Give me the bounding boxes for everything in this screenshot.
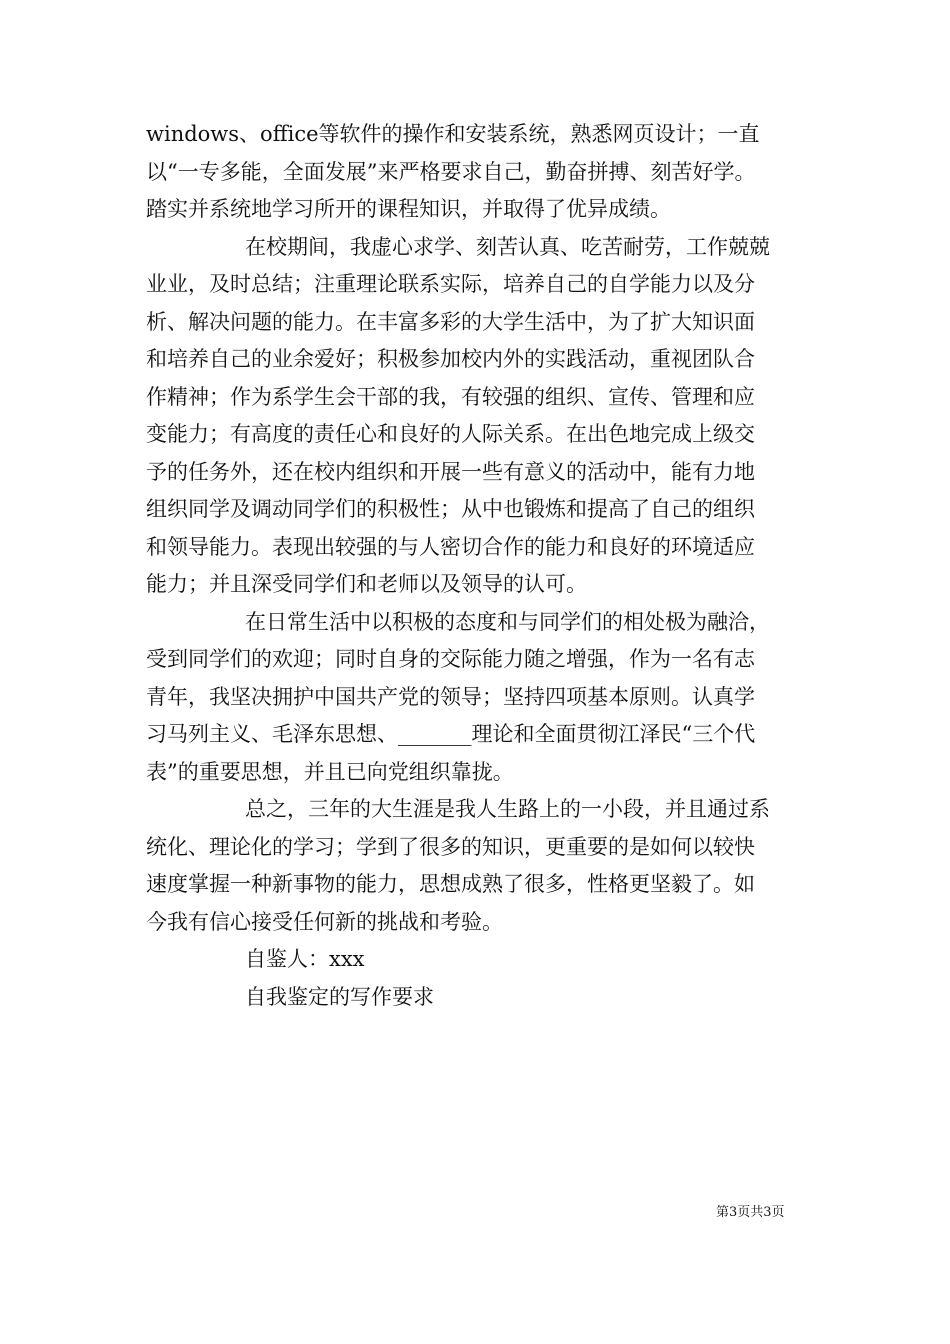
- text-line: 受到同学们的欢迎；同时自身的交际能力随之增强，作为一名有志: [146, 647, 755, 671]
- text-line: 在日常生活中以积极的态度和与同学们的相处极为融洽，: [245, 609, 770, 634]
- text-line: 能力；并且深受同学们和老师以及领导的认可。: [146, 572, 587, 596]
- text-line: 自鉴人：xxx: [245, 947, 365, 971]
- text-line: 统化、理论化的学习；学到了很多的知识，更重要的是如何以较快: [146, 834, 755, 859]
- text-line: 总之，三年的大生涯是我人生路上的一小段，并且通过系: [245, 797, 770, 821]
- text-line: 速度掌握一种新事物的能力，思想成熟了很多，性格更坚毅了。如: [146, 872, 755, 896]
- text-line: 在校期间，我虚心求学、刻苦认真、吃苦耐劳，工作兢兢: [245, 234, 770, 259]
- text-line: 踏实并系统地学习所开的课程知识，并取得了优异成绩。: [146, 197, 671, 221]
- text-line: 作精神；作为系学生会干部的我，有较强的组织、宣传、管理和应: [146, 384, 755, 409]
- text-line: windows、office等软件的操作和安装系统，熟悉网页设计；一直: [146, 122, 760, 146]
- text-line: 和领导能力。表现出较强的与人密切合作的能力和良好的环境适应: [146, 534, 755, 559]
- text-line: 业业，及时总结；注重理论联系实际，培养自己的自学能力以及分: [146, 272, 755, 296]
- text-line: 和培养自己的业余爱好；积极参加校内外的实践活动，重视团队合: [146, 347, 755, 371]
- text-line: 变能力；有高度的责任心和良好的人际关系。在出色地完成上级交: [146, 422, 755, 446]
- text-line: 自我鉴定的写作要求: [245, 984, 434, 1009]
- text-line: 析、解决问题的能力。在丰富多彩的大学生活中，为了扩大知识面: [146, 309, 755, 334]
- page-number-footer: 第3页共3页: [716, 1205, 785, 1220]
- text-line: 组织同学及调动同学们的积极性；从中也锻炼和提高了自己的组织: [146, 497, 755, 521]
- text-line: 予的任务外，还在校内组织和开展一些有意义的活动中，能有力地: [146, 459, 755, 484]
- text-line: 习马列主义、毛泽东思想、_______理论和全面贯彻江泽民“三个代: [146, 722, 756, 746]
- text-line: 以“一专多能，全面发展”来严格要求自己，勤奋拼搏、刻苦好学。: [146, 159, 756, 184]
- document-body: [146, 116, 810, 1016]
- text-line: 表”的重要思想，并且已向党组织靠拢。: [146, 759, 514, 784]
- text-line: 今我有信心接受任何新的挑战和考验。: [146, 909, 503, 934]
- text-line: 青年，我坚决拥护中国共产党的领导；坚持四项基本原则。认真学: [146, 684, 755, 709]
